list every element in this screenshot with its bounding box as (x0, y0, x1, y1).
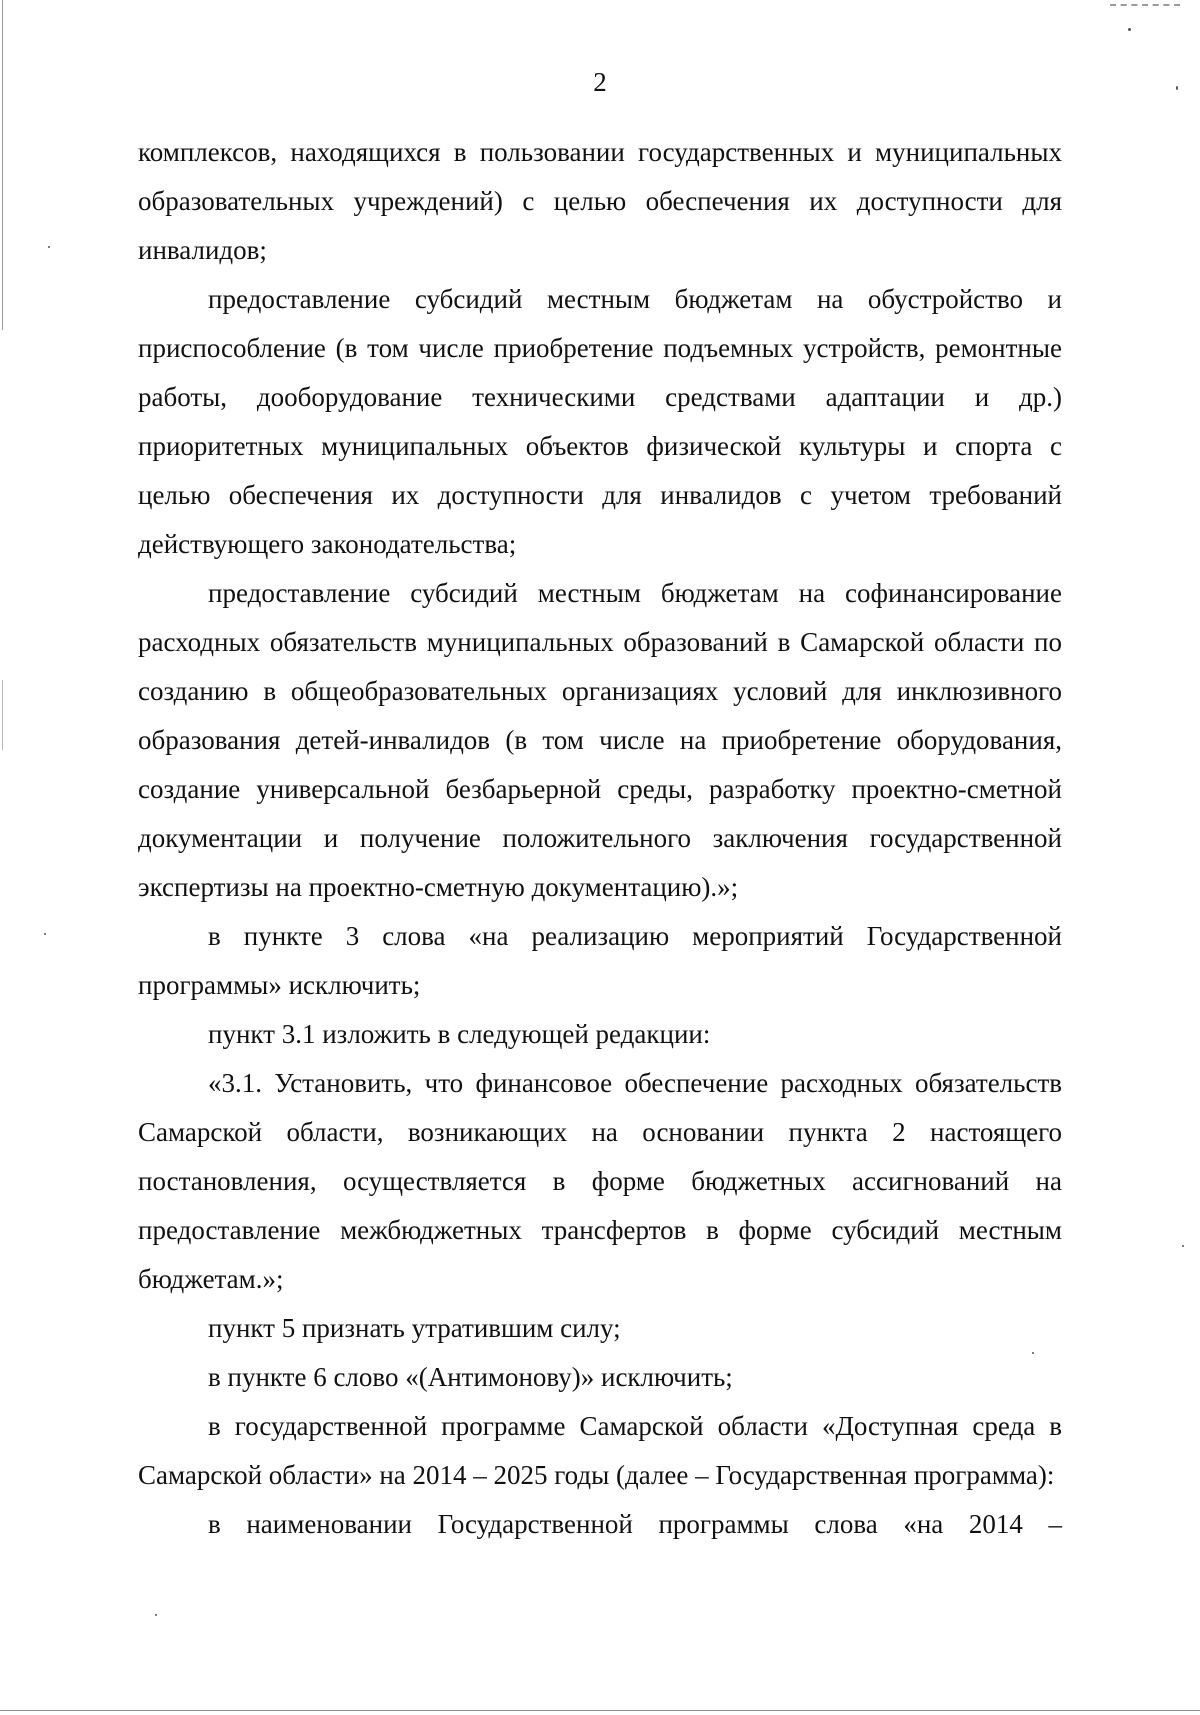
paragraph: в государственной программе Самарской области «Доступная среда в Самарской области» на 2014 – 2025 годы (далее – Государственная программа): (138, 1411, 1062, 1490)
paragraph: комплексов, находящихся в пользовании государственных и муниципальных образовательных учреждений) с целью обеспечения их доступности для инвалидов; (138, 137, 1062, 265)
paragraph: предоставление субсидий местным бюджетам на обустройство и приспособление (в том числе приобретение подъемных устройств, ремонтные работы, дооборудование техническими средствами адаптации и др.) приоритетных муниципальных объектов физической культуры и спорта с целью обеспечения их доступности для инвалидов с учетом требований действующего законодательства; (138, 284, 1062, 559)
scan-speck (1128, 28, 1131, 31)
scan-speck (1182, 1245, 1184, 1247)
paragraph: в пункте 6 слово «(Антимонову)» исключить; (208, 1362, 733, 1392)
scan-speck (155, 1614, 157, 1616)
paragraph: в пункте 3 слова «на реализацию мероприятий Государственной программы» исключить; (138, 921, 1062, 1000)
page-number: 2 (593, 67, 607, 97)
scan-edge-line (2, 680, 3, 750)
paragraph: предоставление субсидий местным бюджетам на софинансирование расходных обязательств муниципальных образований в Самарской области по созданию в общеобразовательных организациях условий для инклюзивного образования детей-инвалидов (в том числе на приобретение оборудования, создание универсальной безбарьерной среды, разработку проектно-сметной документации и получение положительного заключения государственной экспертизы на проектно-сметную документацию).»; (138, 578, 1062, 902)
scan-speck (48, 246, 50, 248)
paragraph: «3.1. Установить, что финансовое обеспечение расходных обязательств Самарской области, возникающих на основании пункта 2 настоящего постановления, осуществляется в форме бюджетных ассигнований на предоставление межбюджетных трансфертов в форме субсидий местным бюджетам.»; (138, 1068, 1062, 1294)
scan-speck (44, 933, 46, 935)
scan-edge-line (2, 0, 3, 330)
document-body (138, 128, 1062, 1549)
paragraph: в наименовании Государственной программы слова «на 2014 – (208, 1509, 1062, 1539)
scan-edge-line (0, 1710, 1200, 1711)
scan-edge-dash (1110, 4, 1180, 6)
paragraph: пункт 5 признать утратившим силу; (208, 1313, 621, 1343)
paragraph: пункт 3.1 изложить в следующей редакции: (208, 1019, 711, 1049)
